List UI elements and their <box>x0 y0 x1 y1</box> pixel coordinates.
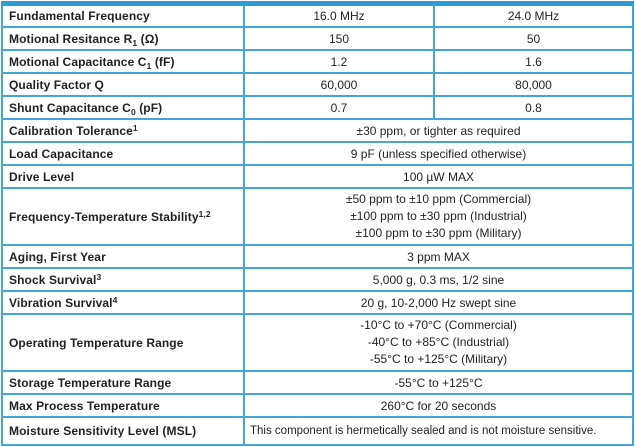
spec-label-subscript: 1 <box>146 60 152 71</box>
spec-label: Calibration Tolerance <box>9 123 133 138</box>
table-row <box>2 27 633 50</box>
spec-value-line: ±50 ppm to ±10 ppm (Commercial) <box>345 192 532 206</box>
table-row <box>2 394 633 417</box>
spec-table <box>1 1 634 446</box>
spec-label: Load Capacitance <box>9 146 114 161</box>
spec-label-cell <box>2 371 244 394</box>
spec-label-cell <box>2 268 244 291</box>
spec-label-superscript: 1 <box>132 122 138 133</box>
spec-value-col1: 0.7 <box>244 96 434 119</box>
spec-label: Aging, First Year <box>9 249 106 264</box>
table-row <box>2 73 633 96</box>
spec-value-line: ±100 ppm to ±30 ppm (Industrial) <box>350 209 527 223</box>
spec-value-col2: 1.6 <box>434 50 633 73</box>
table-row <box>2 291 633 314</box>
spec-label-subscript: 1 <box>132 37 138 48</box>
spec-value-span: 9 pF (unless specified otherwise) <box>244 142 633 165</box>
spec-label: Motional Capacitance C <box>9 54 147 69</box>
spec-value-span: -55°C to +125°C <box>244 371 633 394</box>
spec-value-span: 260°C for 20 seconds <box>244 394 633 417</box>
spec-label-cell <box>2 188 244 245</box>
spec-label-superscript: 4 <box>112 294 118 305</box>
spec-value-span: 3 ppm MAX <box>244 245 633 268</box>
table-row <box>2 268 633 291</box>
spec-value-col2: 80,000 <box>434 73 633 96</box>
table-row <box>2 119 633 142</box>
table-row <box>2 314 633 371</box>
spec-label: Moisture Sensitivity Level (MSL) <box>9 424 197 438</box>
spec-value-col2: 50 <box>434 27 633 50</box>
spec-label: Motional Resitance R <box>9 31 133 46</box>
spec-value-col2: 24.0 MHz <box>434 4 633 28</box>
spec-value-line: -10°C to +70°C (Commercial) <box>360 318 517 332</box>
spec-table-body <box>2 4 633 446</box>
spec-label-cell <box>2 4 244 28</box>
table-row <box>2 245 633 268</box>
spec-value-line: -40°C to +85°C (Industrial) <box>367 335 510 349</box>
spec-value-col1: 60,000 <box>244 73 434 96</box>
spec-label: Shunt Capacitance C <box>9 100 131 115</box>
table-row <box>2 96 633 119</box>
spec-value-span: This component is hermetically sealed and is not moisture sensitive. <box>244 417 633 445</box>
spec-value-col2: 0.8 <box>434 96 633 119</box>
table-row <box>2 50 633 73</box>
spec-label: Storage Temperature Range <box>9 375 172 390</box>
spec-label-subscript: 0 <box>130 106 136 117</box>
spec-label-cell <box>2 417 244 445</box>
spec-value-span <box>244 314 633 371</box>
spec-label-cell <box>2 50 244 73</box>
spec-label-cell <box>2 314 244 371</box>
spec-label-tail: (pF) <box>135 100 163 115</box>
spec-label-cell <box>2 291 244 314</box>
spec-label: Max Process Temperature <box>9 398 160 413</box>
spec-label-cell <box>2 27 244 50</box>
spec-label-cell <box>2 119 244 142</box>
spec-label-cell <box>2 142 244 165</box>
spec-value-span <box>244 188 633 245</box>
spec-label-tail: (fF) <box>151 54 175 69</box>
spec-value-span: 5,000 g, 0.3 ms, 1/2 sine <box>244 268 633 291</box>
spec-label: Fundamental Frequency <box>9 9 150 23</box>
spec-label-tail: (Ω) <box>137 31 159 46</box>
spec-label: Operating Temperature Range <box>9 335 184 350</box>
spec-value-line: ±100 ppm to ±30 ppm (Military) <box>355 226 522 240</box>
spec-label-cell <box>2 394 244 417</box>
table-row <box>2 165 633 188</box>
spec-label: Shock Survival <box>9 272 97 287</box>
table-row <box>2 188 633 245</box>
spec-label: Drive Level <box>9 169 75 184</box>
spec-label: Quality Factor Q <box>9 77 104 92</box>
spec-value-span: 20 g, 10-2,000 Hz swept sine <box>244 291 633 314</box>
spec-label-cell <box>2 165 244 188</box>
spec-label-superscript: 3 <box>96 271 102 282</box>
table-row <box>2 142 633 165</box>
table-row <box>2 4 633 28</box>
spec-value-span: 100 µW MAX <box>244 165 633 188</box>
spec-label-superscript: 1,2 <box>198 208 211 219</box>
spec-label-cell <box>2 96 244 119</box>
spec-value-span: ±30 ppm, or tighter as required <box>244 119 633 142</box>
spec-label: Vibration Survival <box>9 295 113 310</box>
table-row <box>2 417 633 445</box>
spec-value-line: -55°C to +125°C (Military) <box>369 352 508 366</box>
spec-label-cell <box>2 245 244 268</box>
spec-label: Frequency-Temperature Stability <box>9 209 199 224</box>
spec-value-col1: 150 <box>244 27 434 50</box>
spec-label-cell <box>2 73 244 96</box>
spec-value-col1: 1.2 <box>244 50 434 73</box>
spec-value-col1: 16.0 MHz <box>244 4 434 28</box>
table-row <box>2 371 633 394</box>
